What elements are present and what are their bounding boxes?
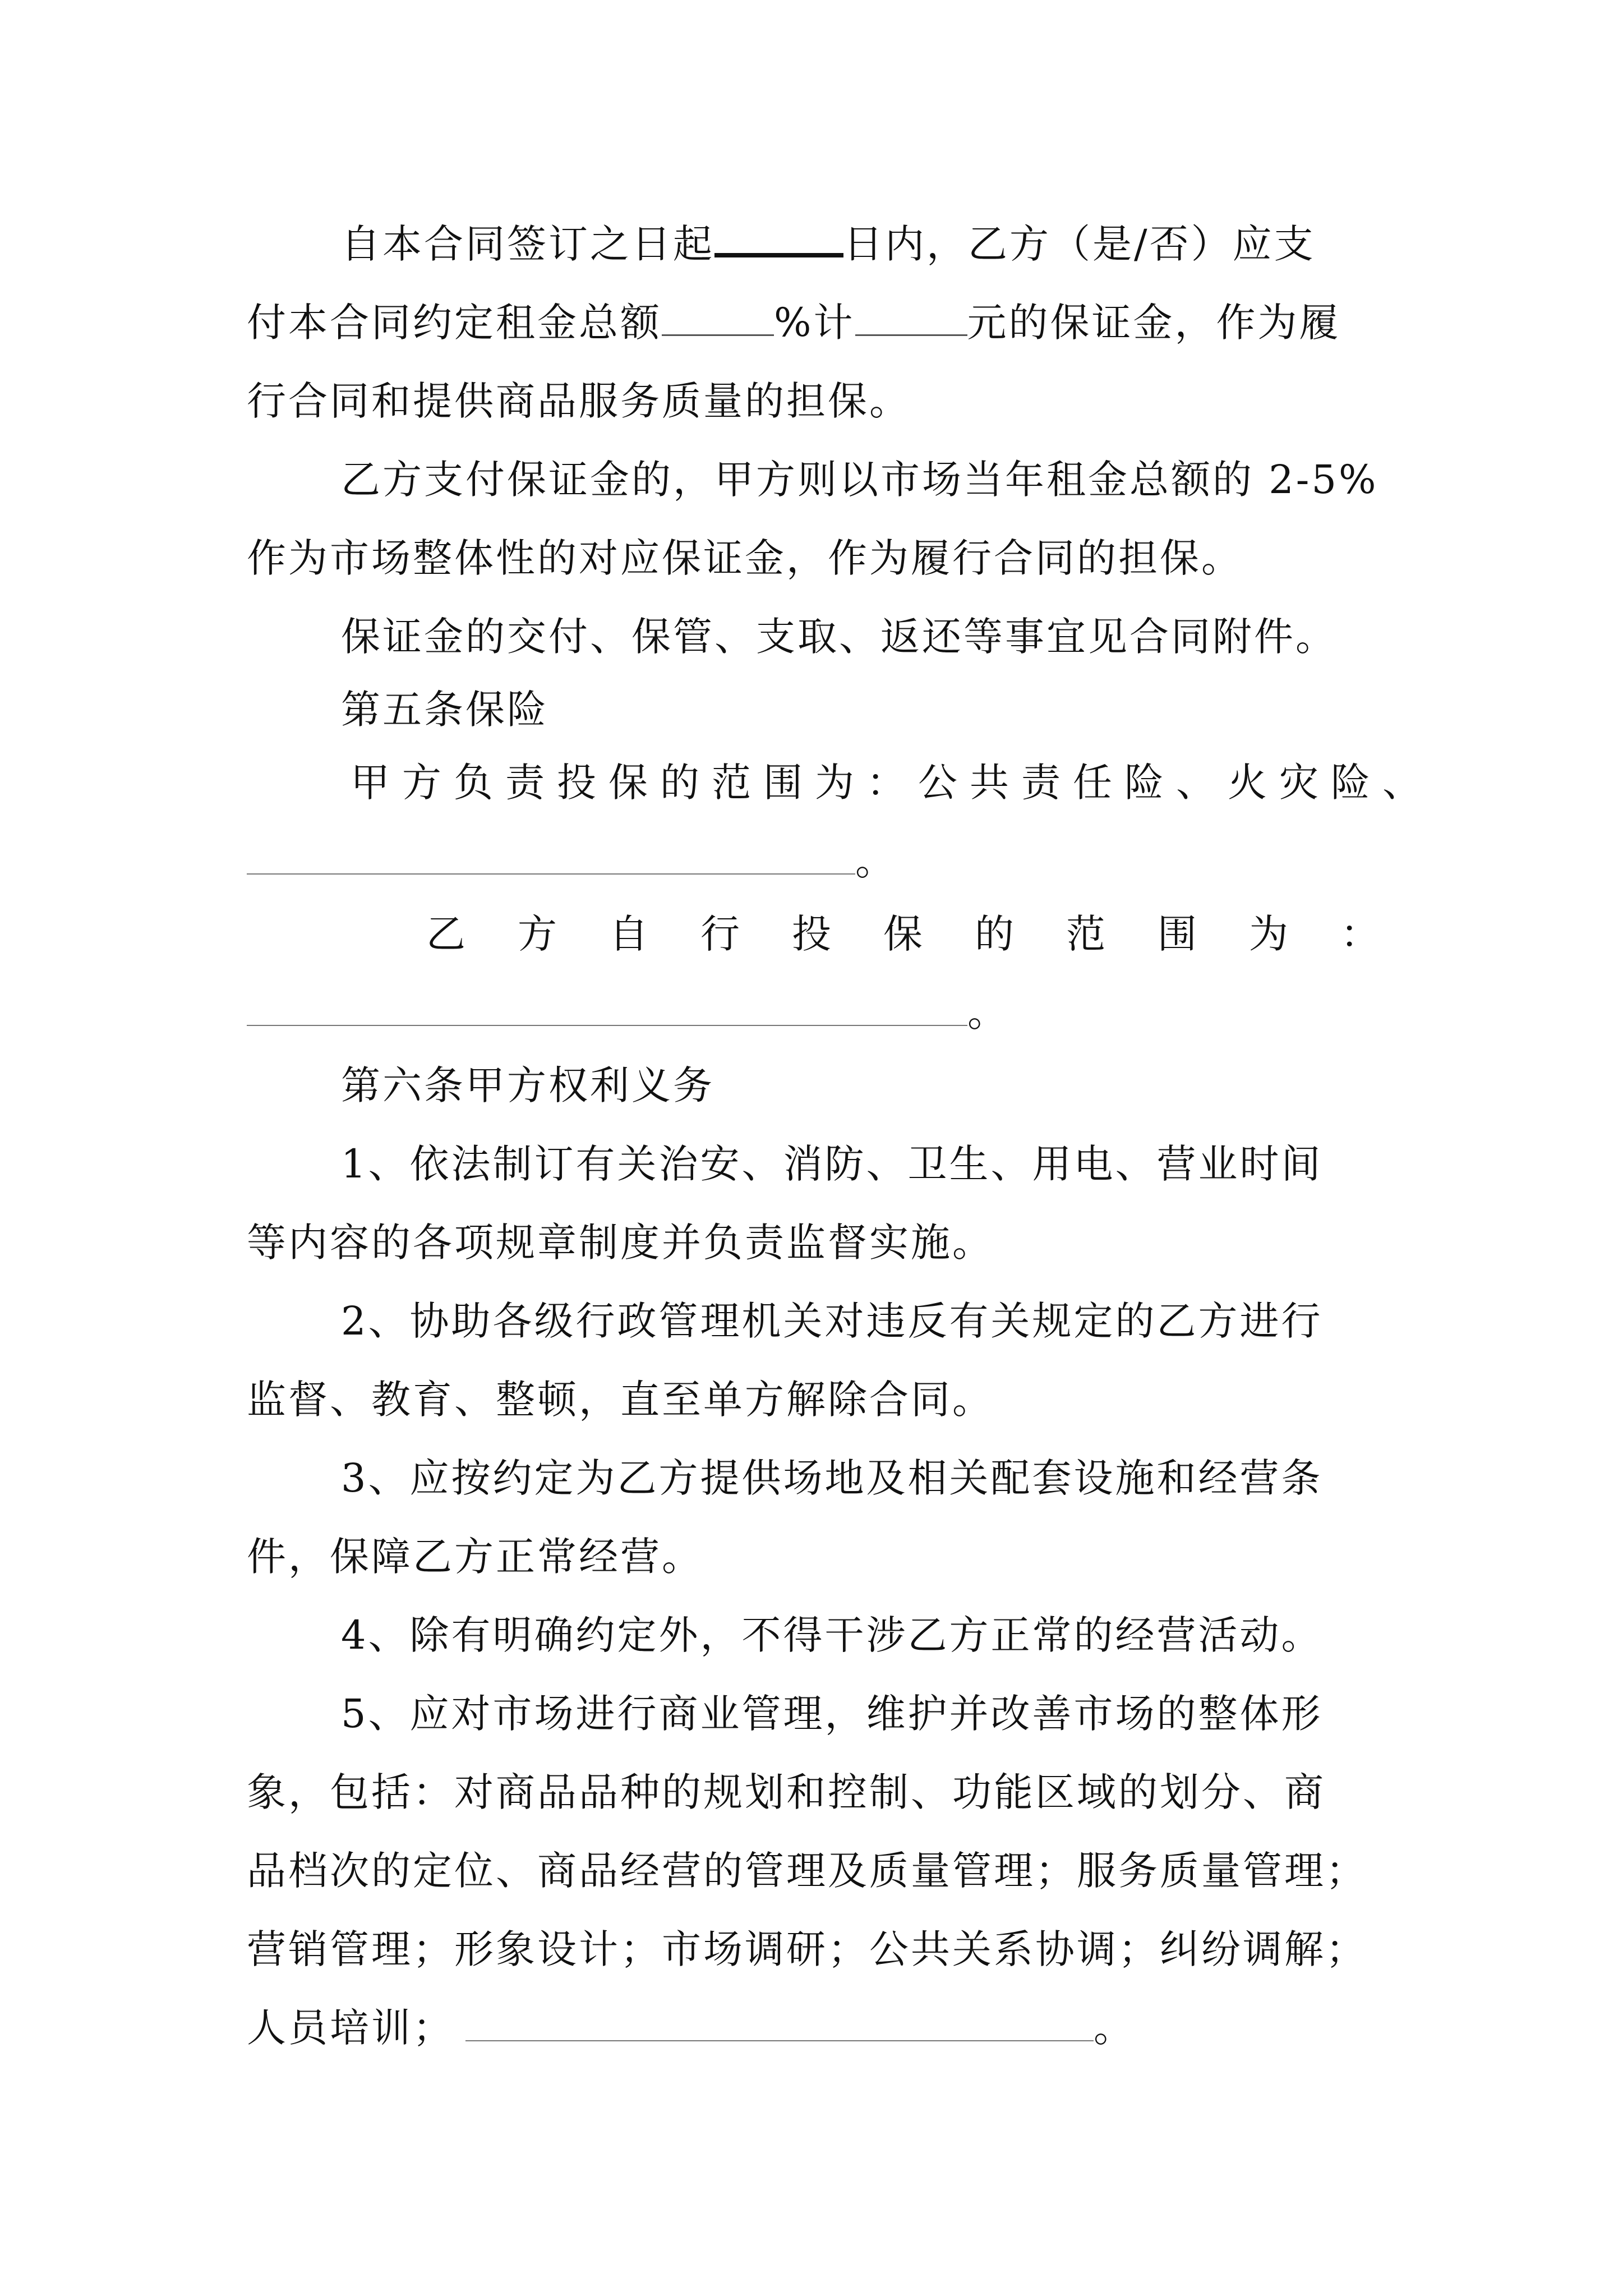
spread-char: 行 xyxy=(700,911,740,957)
item-2-line-2: 监督、教育、整顿，直至单方解除合同。 xyxy=(247,1377,994,1423)
section-heading-landlord-rights: 第六条甲方权利义务 xyxy=(341,1062,714,1108)
spread-char: 为 xyxy=(1249,911,1288,957)
paragraph-landlord-deposit-line-1: 乙方支付保证金的，甲方则以市场当年租金总额的 2-5% xyxy=(341,457,1378,503)
item-1-line-2: 等内容的各项规章制度并负责监督实施。 xyxy=(247,1220,994,1266)
text-segment: 。 xyxy=(1094,2005,1135,2051)
text-segment: 日内，乙方（是/否）应支 xyxy=(843,221,1316,267)
text-segment: 。 xyxy=(855,838,897,884)
blank-tenant-insurance-field xyxy=(247,991,967,1026)
text-segment: 人员培训； xyxy=(247,2005,454,2051)
paragraph-landlord-insurance-line-2 xyxy=(247,833,897,889)
spread-char: 范 xyxy=(1066,911,1105,957)
item-5-line-1: 5、应对市场进行商业管理，维护并改善市场的整体形 xyxy=(341,1691,1323,1737)
spread-char: 乙 xyxy=(426,911,465,957)
blank-days-field xyxy=(714,219,843,257)
item-3-line-1: 3、应按约定为乙方提供场地及相关配套设施和经营条 xyxy=(341,1455,1323,1501)
spread-char: 的 xyxy=(975,911,1014,957)
text-segment: 。 xyxy=(967,990,1009,1036)
paragraph-landlord-deposit-line-2: 作为市场整体性的对应保证金，作为履行合同的担保。 xyxy=(247,535,1243,581)
paragraph-deposit-line-1 xyxy=(341,216,1316,272)
spread-char: ： xyxy=(1340,911,1380,957)
text-segment: %计 xyxy=(774,300,855,346)
spread-char: 围 xyxy=(1158,911,1197,957)
text-segment: 付本合同约定租金总额 xyxy=(247,300,662,346)
item-3-line-2: 件，保障乙方正常经营。 xyxy=(247,1534,703,1580)
spread-char: 方 xyxy=(518,911,557,957)
text-segment: 元的保证金，作为履 xyxy=(967,300,1341,346)
item-2-line-1: 2、协助各级行政管理机关对违反有关规定的乙方进行 xyxy=(341,1298,1323,1344)
item-5-line-4: 营销管理；形象设计；市场调研；公共关系协调；纠纷调解； xyxy=(247,1926,1367,1972)
spread-char: 自 xyxy=(609,911,648,957)
paragraph-tenant-insurance-line-1 xyxy=(426,906,1380,962)
item-1-line-1: 1、依法制订有关治安、消防、卫生、用电、营业时间 xyxy=(341,1141,1323,1187)
blank-other-management-field xyxy=(465,2007,1094,2041)
spread-char: 保 xyxy=(883,911,923,957)
blank-percent-field xyxy=(662,301,774,336)
paragraph-tenant-insurance-line-2 xyxy=(247,984,1009,1041)
section-heading-insurance: 第五条保险 xyxy=(341,687,548,733)
item-5-line-2: 象，包括：对商品品种的规划和控制、功能区域的划分、商 xyxy=(247,1769,1326,1815)
blank-amount-field xyxy=(855,301,967,336)
paragraph-deposit-handling: 保证金的交付、保管、支取、返还等事宜见合同附件。 xyxy=(341,614,1337,660)
spread-char: 投 xyxy=(792,911,831,957)
item-5-line-3: 品档次的定位、商品经营的管理及质量管理；服务质量管理； xyxy=(247,1848,1367,1894)
text-segment: 自本合同签订之日起 xyxy=(341,221,714,267)
blank-insurance-scope-field xyxy=(247,840,855,875)
paragraph-landlord-insurance-line-1: 甲方负责投保的范围为：公共责任险、火灾险、 xyxy=(351,760,1434,806)
item-4-line-1: 4、除有明确约定外，不得干涉乙方正常的经营活动。 xyxy=(341,1612,1323,1658)
paragraph-deposit-line-2 xyxy=(247,295,1341,351)
item-5-line-5 xyxy=(247,2000,1135,2056)
paragraph-deposit-line-3: 行合同和提供商品服务质量的担保。 xyxy=(247,378,911,424)
